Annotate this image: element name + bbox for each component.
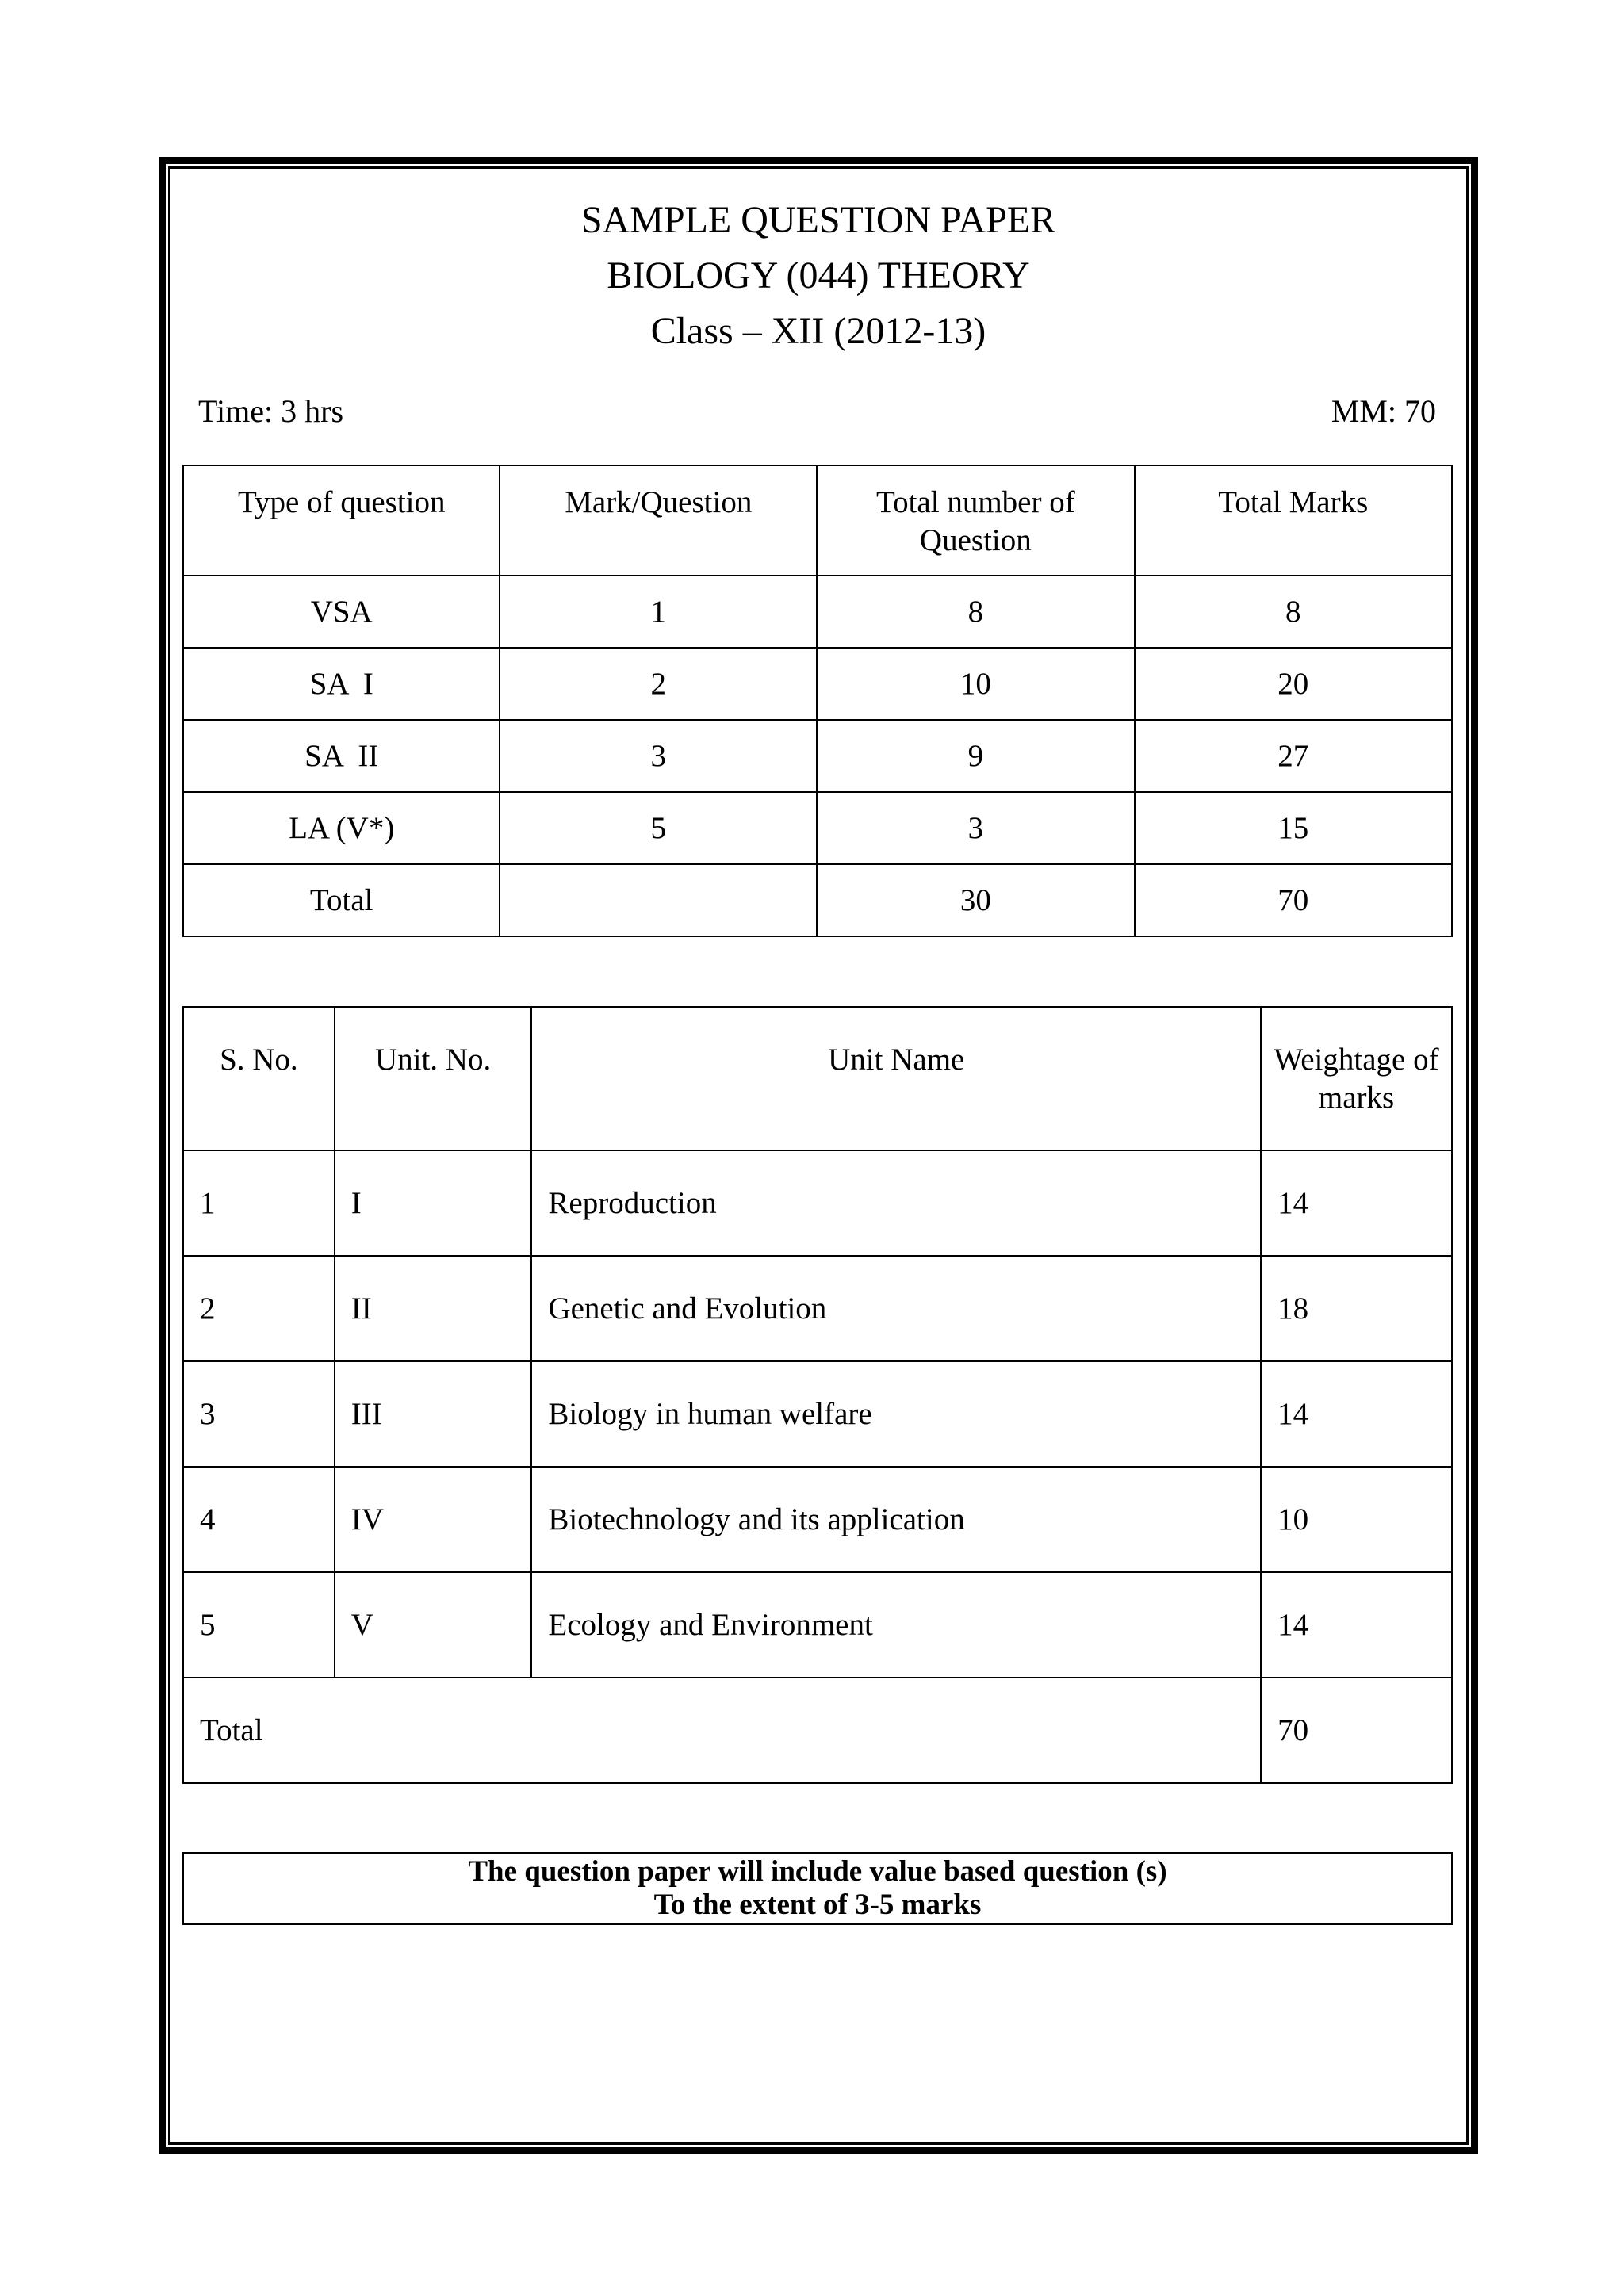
table-cell: VSA xyxy=(183,576,500,648)
table-cell: 30 xyxy=(817,864,1134,936)
table-row xyxy=(183,1256,1452,1361)
table-row xyxy=(183,576,1452,648)
table-cell: SA II xyxy=(183,720,500,792)
value-based-note xyxy=(182,1852,1453,1925)
table-cell: 10 xyxy=(817,648,1134,720)
table-cell: 14 xyxy=(1261,1572,1452,1678)
table-cell: SA I xyxy=(183,648,500,720)
table-cell: 15 xyxy=(1135,792,1452,864)
table-cell: 18 xyxy=(1261,1256,1452,1361)
table-cell: Genetic and Evolution xyxy=(531,1256,1261,1361)
table-row xyxy=(183,1467,1452,1572)
table-header-row xyxy=(183,465,1452,576)
table-cell: V xyxy=(335,1572,532,1678)
table-cell: I xyxy=(335,1150,532,1256)
note-line-2: To the extent of 3-5 marks xyxy=(653,1888,982,1921)
total-label: Total xyxy=(183,1678,1261,1783)
table-cell: 8 xyxy=(1135,576,1452,648)
time-allowed: Time: 3 hrs xyxy=(198,393,344,429)
table-cell: 5 xyxy=(183,1572,335,1678)
question-blueprint-table xyxy=(182,465,1453,937)
unit-weightage-table xyxy=(182,1006,1453,1784)
table-cell: 8 xyxy=(817,576,1134,648)
class-title: Class – XII (2012-13) xyxy=(650,310,986,352)
max-marks: MM: 70 xyxy=(1331,393,1436,429)
table-cell: 3 xyxy=(500,720,817,792)
paper-title: SAMPLE QUESTION PAPER xyxy=(580,199,1056,241)
table-header-row xyxy=(183,1007,1452,1150)
table-cell: 4 xyxy=(183,1467,335,1572)
table-cell: III xyxy=(335,1361,532,1467)
header-cell: S. No. xyxy=(183,1007,335,1150)
table-cell: 20 xyxy=(1135,648,1452,720)
table-row xyxy=(183,1150,1452,1256)
table-cell: Ecology and Environment xyxy=(531,1572,1261,1678)
header-cell: Mark/Question xyxy=(500,465,817,576)
header-cell: Unit Name xyxy=(531,1007,1261,1150)
subject-title: BIOLOGY (044) THEORY xyxy=(607,254,1030,297)
table-cell: 9 xyxy=(817,720,1134,792)
table-cell: IV xyxy=(335,1467,532,1572)
table-cell: 5 xyxy=(500,792,817,864)
table-cell: 14 xyxy=(1261,1150,1452,1256)
total-row xyxy=(183,864,1452,936)
table-cell: 14 xyxy=(1261,1361,1452,1467)
total-value: 70 xyxy=(1261,1678,1452,1783)
table-cell: Reproduction xyxy=(531,1150,1261,1256)
table-row xyxy=(183,720,1452,792)
table-cell: 3 xyxy=(183,1361,335,1467)
table-cell: 1 xyxy=(183,1150,335,1256)
table-cell: 2 xyxy=(183,1256,335,1361)
table-cell xyxy=(500,864,817,936)
table-cell: 2 xyxy=(500,648,817,720)
header-cell: Weightage of marks xyxy=(1261,1007,1452,1150)
table-cell: Biotechnology and its application xyxy=(531,1467,1261,1572)
header-cell: Unit. No. xyxy=(335,1007,532,1150)
table-row xyxy=(183,648,1452,720)
table-cell: 70 xyxy=(1135,864,1452,936)
header-cell: Type of question xyxy=(183,465,500,576)
table-row xyxy=(183,1572,1452,1678)
total-row xyxy=(183,1678,1452,1783)
table-row xyxy=(183,1361,1452,1467)
table-row xyxy=(183,792,1452,864)
table-cell: 1 xyxy=(500,576,817,648)
header-cell: Total number of Question xyxy=(817,465,1134,576)
header-cell: Total Marks xyxy=(1135,465,1452,576)
table-cell: 3 xyxy=(817,792,1134,864)
table-cell: Total xyxy=(183,864,500,936)
table-cell: LA (V*) xyxy=(183,792,500,864)
note-line-1: The question paper will include value based question (s) xyxy=(468,1855,1167,1888)
table-cell: 10 xyxy=(1261,1467,1452,1572)
table-cell: Biology in human welfare xyxy=(531,1361,1261,1467)
table-cell: II xyxy=(335,1256,532,1361)
table-cell: 27 xyxy=(1135,720,1452,792)
